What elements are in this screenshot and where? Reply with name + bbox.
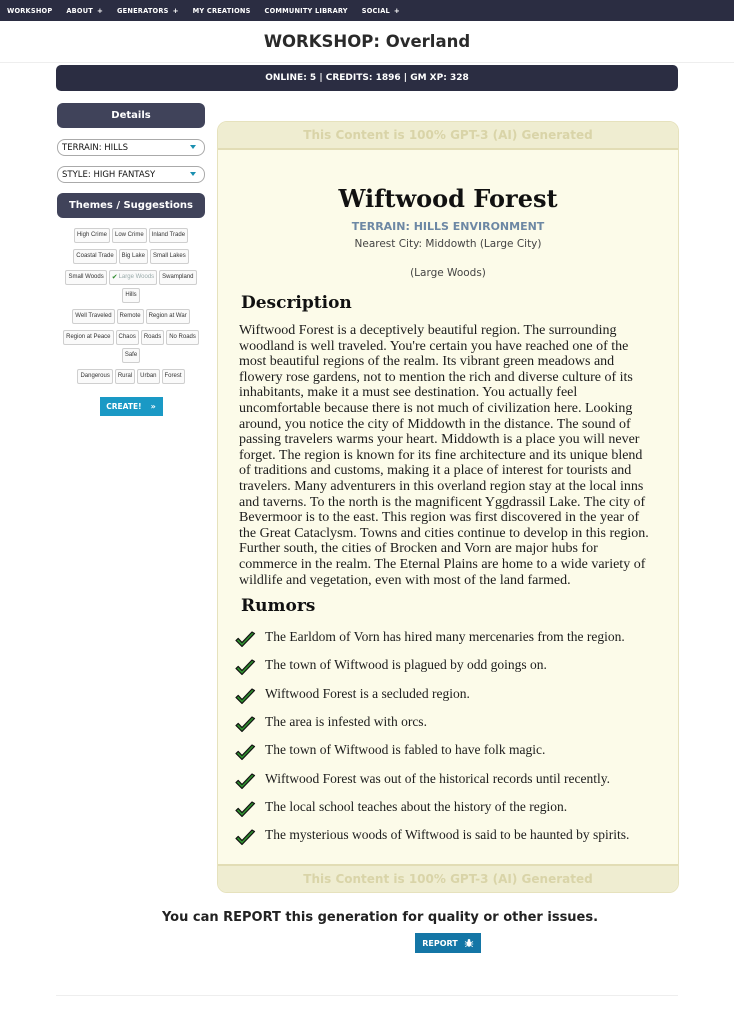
theme-chip-label: Large Woods bbox=[118, 274, 155, 280]
checkmark-icon bbox=[234, 716, 256, 734]
rumors-heading: Rumors bbox=[241, 596, 316, 616]
theme-chip[interactable] bbox=[122, 348, 140, 363]
terrain-select[interactable] bbox=[57, 139, 205, 156]
rumor-item bbox=[234, 623, 664, 651]
theme-chip[interactable] bbox=[166, 330, 199, 345]
theme-chip-label: Coastal Trade bbox=[76, 253, 114, 259]
bug-icon bbox=[464, 938, 474, 948]
report-text: You can REPORT this generation for quality or other issues. bbox=[161, 910, 599, 925]
status-bar: ONLINE: 5 | CREDITS: 1896 | GM XP: 328 bbox=[56, 65, 678, 91]
terrain-select-value: TERRAIN: HILLS bbox=[62, 142, 129, 153]
checkmark-icon bbox=[234, 631, 256, 649]
rumor-item bbox=[234, 651, 664, 679]
theme-chip[interactable] bbox=[141, 330, 164, 345]
theme-chip-label: Safe bbox=[124, 352, 138, 358]
theme-chip-label: Hills bbox=[125, 292, 137, 298]
theme-chip[interactable] bbox=[162, 369, 185, 384]
theme-chip-label: Rural bbox=[117, 373, 133, 379]
checkmark-icon bbox=[234, 688, 256, 706]
theme-chip[interactable] bbox=[63, 330, 113, 345]
description-text: Wiftwood Forest is a deceptively beautiful region. The surrounding woodland is well traveled. You're certain you have reached one of the most beautiful regions of the realm. Its vibrant green meadows and flowery rose gardens, not to mention the rich and diverse culture of its inhabitants, make it a must see destination. You actually feel uncomfortable because there is not much of civilization here. Looking around, you notice the city of Middowth in the distance. The sound of passing travelers warms your heart. Middowth is a place you will never forget. The region is known for its fine architecture and its unique blend of traditions and customs, making it a place of interest for tourists and travelers. Many adventurers in this overland region stay at the local inns and taverns. To the north is the magnificent Yggdrassil Lake. The city of Bevermoor is to the east. This region was first discovered in the year of the Great Cataclysm. Towns and cities continue to develop in this region. Further south, the cities of Brocken and Vorn are major hubs for commerce in the realm. The Eternal Plains are home to a wide variety of wildlife and vegetation, even with most of the land farmed. bbox=[239, 323, 649, 588]
region-size: (Large Woods) bbox=[410, 267, 486, 279]
checkmark-icon bbox=[234, 744, 256, 762]
rumor-text: The Earldom of Vorn has hired many mercenaries from the region. bbox=[265, 629, 625, 645]
style-select-value: STYLE: HIGH FANTASY bbox=[62, 169, 156, 180]
nav-item-generators[interactable] bbox=[117, 7, 179, 15]
terrain-environment: TERRAIN: HILLS ENVIRONMENT bbox=[351, 220, 545, 233]
caret-down-icon bbox=[190, 145, 196, 149]
nav-item-label: WORKSHOP bbox=[7, 6, 53, 15]
rumor-item bbox=[234, 708, 664, 736]
theme-chip-label: Low Crime bbox=[114, 232, 144, 238]
checkmark-icon bbox=[234, 801, 256, 819]
rumor-text: The town of Wiftwood is plagued by odd goings on. bbox=[265, 657, 547, 673]
themes-header: Themes / Suggestions bbox=[57, 193, 205, 218]
region-name: Wiftwood Forest bbox=[338, 184, 558, 213]
theme-chip-label: Chaos bbox=[118, 334, 136, 340]
theme-chip-label: Region at Peace bbox=[66, 334, 111, 340]
rumor-text: Wiftwood Forest is a secluded region. bbox=[265, 685, 470, 701]
theme-chip[interactable] bbox=[77, 369, 112, 384]
rumors-list bbox=[234, 623, 664, 849]
nav-item-workshop[interactable] bbox=[7, 7, 52, 15]
checkmark-icon: ✔ bbox=[111, 274, 118, 281]
footer-divider bbox=[56, 995, 678, 996]
content-card bbox=[217, 121, 679, 893]
nav-item-social[interactable] bbox=[362, 7, 400, 15]
caret-down-icon bbox=[190, 172, 196, 176]
rumor-text: The local school teaches about the history of the region. bbox=[265, 798, 568, 814]
theme-chip[interactable] bbox=[119, 249, 148, 264]
theme-chip-label: Well Traveled bbox=[75, 313, 112, 319]
nav-item-label: ABOUT bbox=[66, 6, 93, 15]
style-select[interactable] bbox=[57, 166, 205, 183]
theme-chip-label: Remote bbox=[119, 313, 141, 319]
theme-chip[interactable] bbox=[109, 270, 157, 285]
theme-chip[interactable] bbox=[122, 288, 139, 303]
plus-icon: + bbox=[393, 6, 400, 15]
create-button-label: CREATE! bbox=[106, 402, 142, 411]
rumor-text: The mysterious woods of Wiftwood is said to be haunted by spirits. bbox=[265, 827, 630, 843]
theme-chip-label: Urban bbox=[140, 373, 157, 379]
rumor-item bbox=[234, 680, 664, 708]
nav-item-label: GENERATORS bbox=[117, 6, 169, 15]
double-chevron-right-icon: » bbox=[150, 402, 156, 411]
theme-chip-label: Dangerous bbox=[80, 373, 110, 379]
plus-icon: + bbox=[96, 6, 104, 15]
ai-notice-top: This Content is 100% GPT-3 (AI) Generated bbox=[218, 122, 678, 150]
rumor-item bbox=[234, 793, 664, 821]
rumor-text: Wiftwood Forest was out of the historical records until recently. bbox=[265, 770, 610, 786]
theme-chip-label: High Crime bbox=[76, 232, 107, 238]
divider bbox=[0, 62, 734, 63]
create-button[interactable] bbox=[100, 397, 163, 416]
page-title: WORKSHOP: Overland bbox=[263, 32, 471, 51]
theme-chip-label: Region at War bbox=[148, 313, 187, 319]
sidebar bbox=[57, 103, 205, 416]
report-button[interactable] bbox=[415, 933, 481, 953]
nav-item-community-library[interactable] bbox=[265, 7, 348, 15]
report-button-label: REPORT bbox=[422, 938, 458, 948]
theme-chip-label: Inland Trade bbox=[151, 232, 186, 238]
theme-chip[interactable] bbox=[117, 309, 144, 324]
theme-chip[interactable] bbox=[116, 330, 139, 345]
theme-chip[interactable] bbox=[149, 228, 188, 243]
theme-chip[interactable] bbox=[73, 249, 116, 264]
rumor-text: The town of Wiftwood is fabled to have folk magic. bbox=[265, 742, 546, 758]
plus-icon: + bbox=[172, 6, 179, 15]
nav-item-my-creations[interactable] bbox=[193, 7, 251, 15]
theme-chip-label: Big Lake bbox=[121, 253, 146, 259]
top-nav bbox=[0, 0, 734, 21]
theme-chip-label: No Roads bbox=[169, 334, 196, 340]
checkmark-icon bbox=[234, 829, 256, 847]
theme-chip[interactable] bbox=[65, 270, 106, 285]
rumor-item bbox=[234, 736, 664, 764]
theme-chip-label: Small Lakes bbox=[153, 253, 186, 259]
theme-chip[interactable] bbox=[150, 249, 189, 264]
theme-chip[interactable] bbox=[146, 309, 190, 324]
theme-chip[interactable] bbox=[74, 228, 110, 243]
theme-chip[interactable] bbox=[72, 309, 114, 324]
ai-notice-bottom: This Content is 100% GPT-3 (AI) Generated bbox=[218, 864, 678, 892]
details-header: Details bbox=[57, 103, 205, 128]
theme-chip-label: Roads bbox=[143, 334, 162, 340]
theme-chip-label: Small Woods bbox=[68, 274, 104, 280]
description-heading: Description bbox=[241, 293, 352, 313]
theme-chip-label: Forest bbox=[164, 373, 182, 379]
checkmark-icon bbox=[234, 773, 256, 791]
theme-chip[interactable] bbox=[112, 228, 147, 243]
checkmark-icon bbox=[234, 659, 256, 677]
theme-chips bbox=[57, 228, 205, 387]
theme-chip-label: Swampland bbox=[162, 274, 194, 280]
rumor-item bbox=[234, 764, 664, 792]
theme-chip[interactable] bbox=[159, 270, 196, 285]
rumor-text: The area is infested with orcs. bbox=[265, 714, 427, 730]
rumor-item bbox=[234, 821, 664, 849]
theme-chip[interactable] bbox=[115, 369, 135, 384]
nav-item-label: COMMUNITY LIBRARY bbox=[264, 6, 348, 15]
nearest-city: Nearest City: Middowth (Large City) bbox=[354, 238, 542, 250]
nav-item-about[interactable] bbox=[66, 7, 103, 15]
theme-chip[interactable] bbox=[137, 369, 159, 384]
nav-item-label: SOCIAL bbox=[361, 6, 390, 15]
nav-item-label: MY CREATIONS bbox=[192, 6, 251, 15]
